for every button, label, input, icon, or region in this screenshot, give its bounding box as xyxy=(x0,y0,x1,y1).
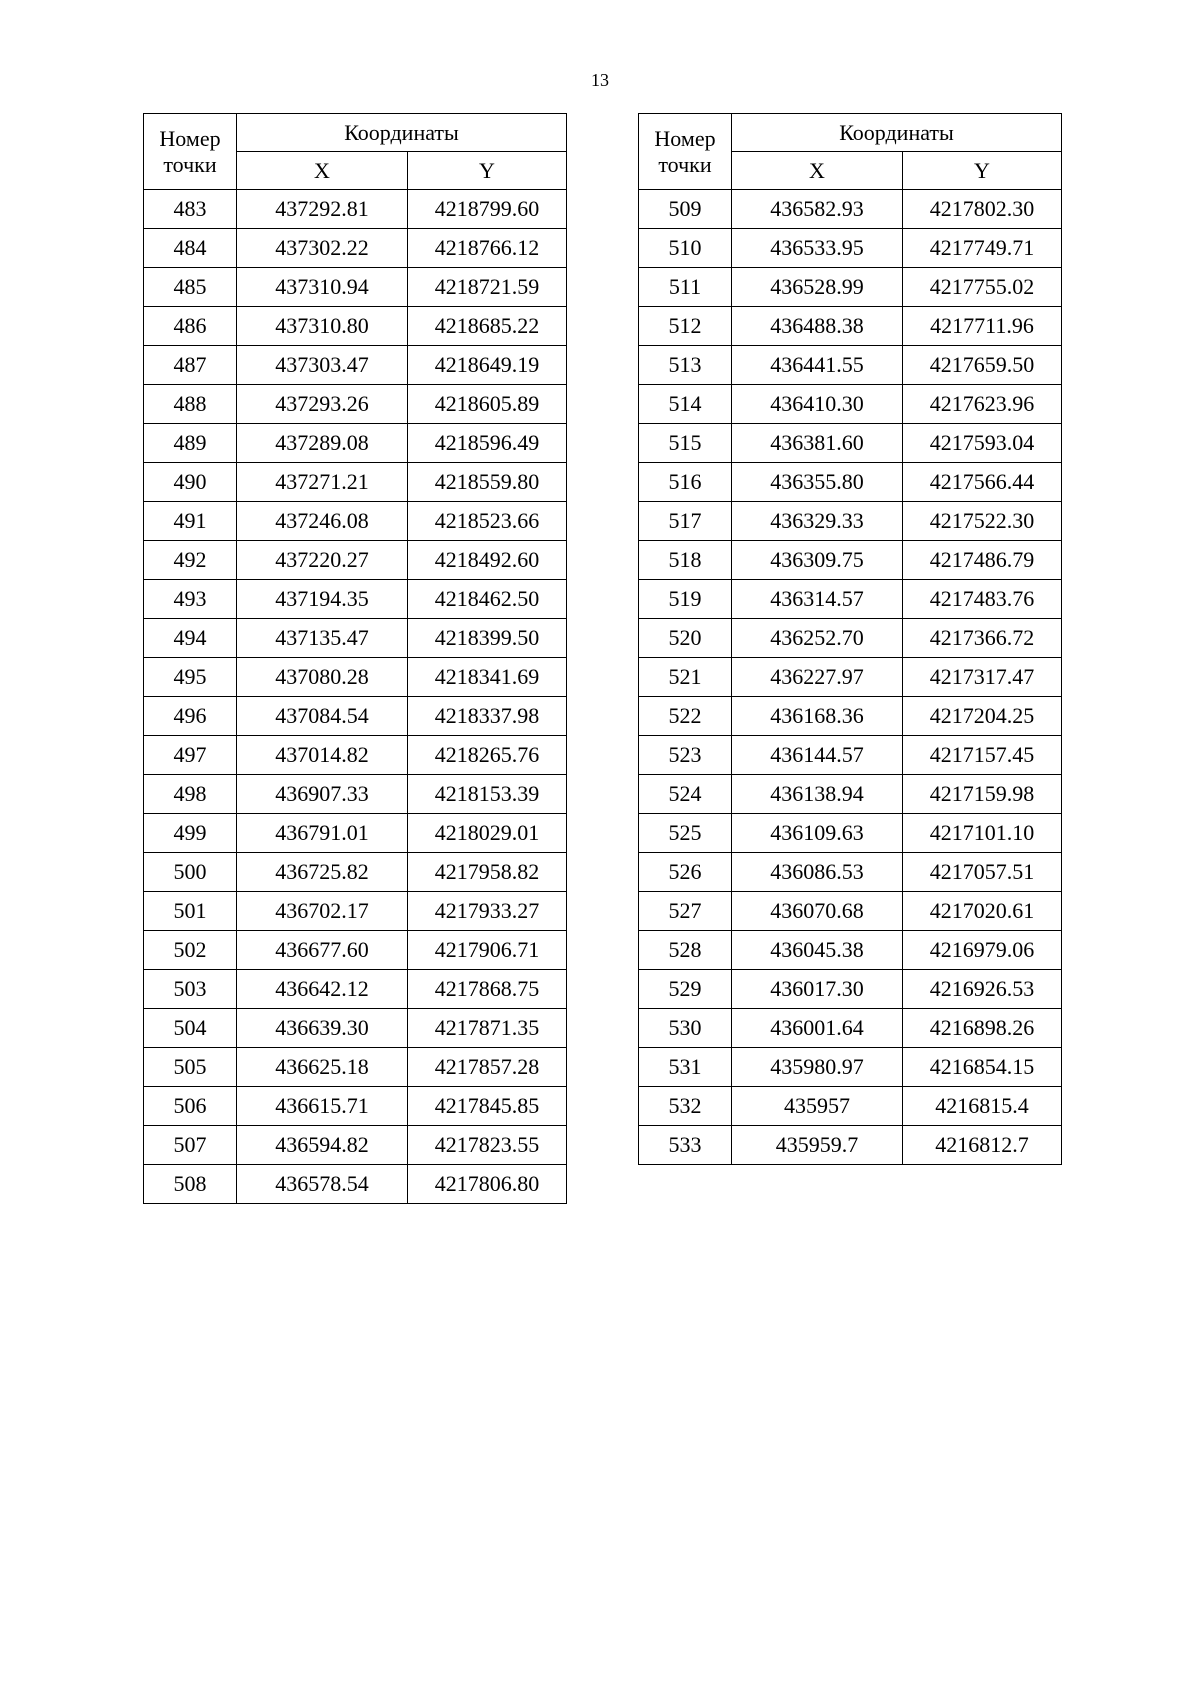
table-row xyxy=(639,229,1062,268)
cell-point-number: 492 xyxy=(144,541,237,580)
table-row xyxy=(639,190,1062,229)
cell-y: 4217871.35 xyxy=(408,1009,567,1048)
cell-point-number: 525 xyxy=(639,814,732,853)
cell-point-number: 495 xyxy=(144,658,237,697)
table-row xyxy=(144,346,567,385)
table-row xyxy=(144,541,567,580)
cell-x: 437310.80 xyxy=(237,307,408,346)
cell-x: 436227.97 xyxy=(732,658,903,697)
cell-point-number: 485 xyxy=(144,268,237,307)
cell-x: 436615.71 xyxy=(237,1087,408,1126)
cell-point-number: 519 xyxy=(639,580,732,619)
table-row xyxy=(144,892,567,931)
cell-x: 435957 xyxy=(732,1087,903,1126)
cell-point-number: 503 xyxy=(144,970,237,1009)
cell-x: 436314.57 xyxy=(732,580,903,619)
cell-point-number: 520 xyxy=(639,619,732,658)
cell-x: 436578.54 xyxy=(237,1165,408,1204)
cell-x: 436001.64 xyxy=(732,1009,903,1048)
cell-x: 437194.35 xyxy=(237,580,408,619)
cell-y: 4217101.10 xyxy=(903,814,1062,853)
table-row xyxy=(639,463,1062,502)
cell-point-number: 527 xyxy=(639,892,732,931)
cell-x: 436642.12 xyxy=(237,970,408,1009)
table-row xyxy=(144,736,567,775)
table-row xyxy=(144,931,567,970)
cell-y: 4216926.53 xyxy=(903,970,1062,1009)
table-row xyxy=(639,853,1062,892)
cell-x: 436533.95 xyxy=(732,229,903,268)
cell-x: 436138.94 xyxy=(732,775,903,814)
cell-y: 4218492.60 xyxy=(408,541,567,580)
cell-point-number: 499 xyxy=(144,814,237,853)
table-row xyxy=(639,736,1062,775)
cell-x: 437084.54 xyxy=(237,697,408,736)
cell-x: 436528.99 xyxy=(732,268,903,307)
cell-point-number: 483 xyxy=(144,190,237,229)
cell-y: 4217659.50 xyxy=(903,346,1062,385)
cell-x: 436329.33 xyxy=(732,502,903,541)
cell-y: 4217159.98 xyxy=(903,775,1062,814)
cell-x: 437080.28 xyxy=(237,658,408,697)
cell-y: 4218523.66 xyxy=(408,502,567,541)
cell-y: 4218799.60 xyxy=(408,190,567,229)
cell-point-number: 518 xyxy=(639,541,732,580)
header-y: Y xyxy=(903,152,1062,190)
cell-y: 4217057.51 xyxy=(903,853,1062,892)
cell-y: 4216812.7 xyxy=(903,1126,1062,1165)
cell-y: 4217845.85 xyxy=(408,1087,567,1126)
cell-x: 436677.60 xyxy=(237,931,408,970)
cell-x: 436639.30 xyxy=(237,1009,408,1048)
cell-point-number: 509 xyxy=(639,190,732,229)
cell-x: 437292.81 xyxy=(237,190,408,229)
cell-point-number: 507 xyxy=(144,1126,237,1165)
cell-point-number: 493 xyxy=(144,580,237,619)
cell-x: 436725.82 xyxy=(237,853,408,892)
cell-y: 4218462.50 xyxy=(408,580,567,619)
cell-point-number: 497 xyxy=(144,736,237,775)
cell-y: 4217711.96 xyxy=(903,307,1062,346)
table-row xyxy=(144,1165,567,1204)
cell-y: 4218399.50 xyxy=(408,619,567,658)
table-row xyxy=(639,307,1062,346)
cell-y: 4216979.06 xyxy=(903,931,1062,970)
table-row xyxy=(639,892,1062,931)
cell-point-number: 533 xyxy=(639,1126,732,1165)
cell-y: 4217522.30 xyxy=(903,502,1062,541)
cell-point-number: 502 xyxy=(144,931,237,970)
table-row xyxy=(144,658,567,697)
cell-y: 4217823.55 xyxy=(408,1126,567,1165)
cell-y: 4218341.69 xyxy=(408,658,567,697)
cell-point-number: 523 xyxy=(639,736,732,775)
cell-point-number: 508 xyxy=(144,1165,237,1204)
table-row xyxy=(144,190,567,229)
cell-y: 4217204.25 xyxy=(903,697,1062,736)
header-coordinates: Координаты xyxy=(732,114,1062,152)
table-row xyxy=(144,1048,567,1087)
table-row xyxy=(639,1009,1062,1048)
table-body xyxy=(144,190,567,1204)
table-row xyxy=(639,385,1062,424)
cell-y: 4218649.19 xyxy=(408,346,567,385)
cell-y: 4218605.89 xyxy=(408,385,567,424)
table-row xyxy=(639,346,1062,385)
cell-y: 4217958.82 xyxy=(408,853,567,892)
cell-y: 4217906.71 xyxy=(408,931,567,970)
table-row xyxy=(144,580,567,619)
cell-point-number: 504 xyxy=(144,1009,237,1048)
table-row xyxy=(144,1087,567,1126)
cell-x: 436252.70 xyxy=(732,619,903,658)
cell-y: 4217020.61 xyxy=(903,892,1062,931)
table-row xyxy=(639,580,1062,619)
cell-point-number: 501 xyxy=(144,892,237,931)
cell-y: 4216854.15 xyxy=(903,1048,1062,1087)
table-row xyxy=(144,307,567,346)
cell-point-number: 515 xyxy=(639,424,732,463)
cell-x: 436309.75 xyxy=(732,541,903,580)
table-row xyxy=(639,268,1062,307)
cell-y: 4217868.75 xyxy=(408,970,567,1009)
cell-x: 435959.7 xyxy=(732,1126,903,1165)
table-row xyxy=(144,619,567,658)
cell-point-number: 494 xyxy=(144,619,237,658)
table-row xyxy=(639,1126,1062,1165)
cell-y: 4218596.49 xyxy=(408,424,567,463)
coordinates-table-left xyxy=(143,113,567,1204)
table-row xyxy=(639,541,1062,580)
table-row xyxy=(639,1048,1062,1087)
cell-y: 4218766.12 xyxy=(408,229,567,268)
cell-y: 4218685.22 xyxy=(408,307,567,346)
cell-x: 436488.38 xyxy=(732,307,903,346)
cell-y: 4217483.76 xyxy=(903,580,1062,619)
cell-y: 4218337.98 xyxy=(408,697,567,736)
header-point-label: Номер точки xyxy=(159,125,221,177)
cell-y: 4217623.96 xyxy=(903,385,1062,424)
table-row xyxy=(639,931,1062,970)
cell-y: 4218559.80 xyxy=(408,463,567,502)
cell-x: 436017.30 xyxy=(732,970,903,1009)
cell-y: 4217802.30 xyxy=(903,190,1062,229)
cell-x: 436109.63 xyxy=(732,814,903,853)
cell-point-number: 491 xyxy=(144,502,237,541)
table-row xyxy=(639,1087,1062,1126)
cell-point-number: 487 xyxy=(144,346,237,385)
cell-y: 4218029.01 xyxy=(408,814,567,853)
cell-y: 4217857.28 xyxy=(408,1048,567,1087)
cell-x: 437310.94 xyxy=(237,268,408,307)
table-row xyxy=(144,424,567,463)
table-row xyxy=(639,775,1062,814)
table-row xyxy=(144,385,567,424)
cell-y: 4218721.59 xyxy=(408,268,567,307)
cell-point-number: 505 xyxy=(144,1048,237,1087)
header-point-number xyxy=(639,114,732,190)
cell-y: 4218153.39 xyxy=(408,775,567,814)
table-row xyxy=(639,697,1062,736)
cell-point-number: 513 xyxy=(639,346,732,385)
cell-x: 436144.57 xyxy=(732,736,903,775)
cell-x: 436441.55 xyxy=(732,346,903,385)
table-row xyxy=(144,814,567,853)
cell-point-number: 531 xyxy=(639,1048,732,1087)
cell-point-number: 517 xyxy=(639,502,732,541)
cell-y: 4217593.04 xyxy=(903,424,1062,463)
cell-point-number: 532 xyxy=(639,1087,732,1126)
table-row xyxy=(639,619,1062,658)
cell-point-number: 496 xyxy=(144,697,237,736)
table-body xyxy=(639,190,1062,1165)
cell-y: 4217486.79 xyxy=(903,541,1062,580)
cell-y: 4217755.02 xyxy=(903,268,1062,307)
cell-x: 437220.27 xyxy=(237,541,408,580)
cell-x: 436582.93 xyxy=(732,190,903,229)
cell-y: 4217157.45 xyxy=(903,736,1062,775)
header-x: X xyxy=(732,152,903,190)
cell-x: 436907.33 xyxy=(237,775,408,814)
cell-point-number: 530 xyxy=(639,1009,732,1048)
cell-point-number: 512 xyxy=(639,307,732,346)
cell-x: 436168.36 xyxy=(732,697,903,736)
header-x: X xyxy=(237,152,408,190)
header-point-number xyxy=(144,114,237,190)
table-row xyxy=(639,814,1062,853)
cell-x: 436791.01 xyxy=(237,814,408,853)
cell-x: 436070.68 xyxy=(732,892,903,931)
table-row xyxy=(144,1126,567,1165)
cell-point-number: 516 xyxy=(639,463,732,502)
table-row xyxy=(144,970,567,1009)
cell-x: 436594.82 xyxy=(237,1126,408,1165)
cell-point-number: 510 xyxy=(639,229,732,268)
cell-point-number: 511 xyxy=(639,268,732,307)
cell-x: 436702.17 xyxy=(237,892,408,931)
cell-point-number: 500 xyxy=(144,853,237,892)
cell-y: 4216815.4 xyxy=(903,1087,1062,1126)
cell-point-number: 488 xyxy=(144,385,237,424)
cell-x: 436355.80 xyxy=(732,463,903,502)
table-row xyxy=(639,970,1062,1009)
cell-point-number: 514 xyxy=(639,385,732,424)
cell-x: 436045.38 xyxy=(732,931,903,970)
cell-point-number: 486 xyxy=(144,307,237,346)
cell-x: 437246.08 xyxy=(237,502,408,541)
cell-y: 4217749.71 xyxy=(903,229,1062,268)
cell-x: 435980.97 xyxy=(732,1048,903,1087)
table-row xyxy=(639,424,1062,463)
table-row xyxy=(144,463,567,502)
header-point-label: Номер точки xyxy=(654,125,716,177)
header-y: Y xyxy=(408,152,567,190)
cell-x: 437289.08 xyxy=(237,424,408,463)
cell-x: 436625.18 xyxy=(237,1048,408,1087)
table-row xyxy=(144,853,567,892)
cell-point-number: 490 xyxy=(144,463,237,502)
cell-point-number: 506 xyxy=(144,1087,237,1126)
cell-x: 437271.21 xyxy=(237,463,408,502)
table-row xyxy=(144,502,567,541)
cell-point-number: 529 xyxy=(639,970,732,1009)
cell-point-number: 489 xyxy=(144,424,237,463)
cell-y: 4218265.76 xyxy=(408,736,567,775)
coordinates-table-right xyxy=(638,113,1062,1165)
table-row xyxy=(144,268,567,307)
cell-point-number: 498 xyxy=(144,775,237,814)
table-row xyxy=(144,1009,567,1048)
header-coordinates: Координаты xyxy=(237,114,567,152)
cell-x: 436410.30 xyxy=(732,385,903,424)
cell-y: 4217806.80 xyxy=(408,1165,567,1204)
table-row xyxy=(144,775,567,814)
cell-x: 436086.53 xyxy=(732,853,903,892)
page-number: 13 xyxy=(591,70,609,90)
cell-x: 437014.82 xyxy=(237,736,408,775)
cell-point-number: 528 xyxy=(639,931,732,970)
cell-point-number: 521 xyxy=(639,658,732,697)
cell-y: 4217566.44 xyxy=(903,463,1062,502)
cell-y: 4217317.47 xyxy=(903,658,1062,697)
table-row xyxy=(144,697,567,736)
cell-y: 4217366.72 xyxy=(903,619,1062,658)
cell-y: 4217933.27 xyxy=(408,892,567,931)
table-row xyxy=(144,229,567,268)
cell-x: 437303.47 xyxy=(237,346,408,385)
cell-x: 437293.26 xyxy=(237,385,408,424)
table-row xyxy=(639,658,1062,697)
cell-point-number: 484 xyxy=(144,229,237,268)
cell-point-number: 524 xyxy=(639,775,732,814)
cell-y: 4216898.26 xyxy=(903,1009,1062,1048)
cell-point-number: 522 xyxy=(639,697,732,736)
cell-point-number: 526 xyxy=(639,853,732,892)
table-row xyxy=(639,502,1062,541)
cell-x: 437302.22 xyxy=(237,229,408,268)
cell-x: 436381.60 xyxy=(732,424,903,463)
cell-x: 437135.47 xyxy=(237,619,408,658)
